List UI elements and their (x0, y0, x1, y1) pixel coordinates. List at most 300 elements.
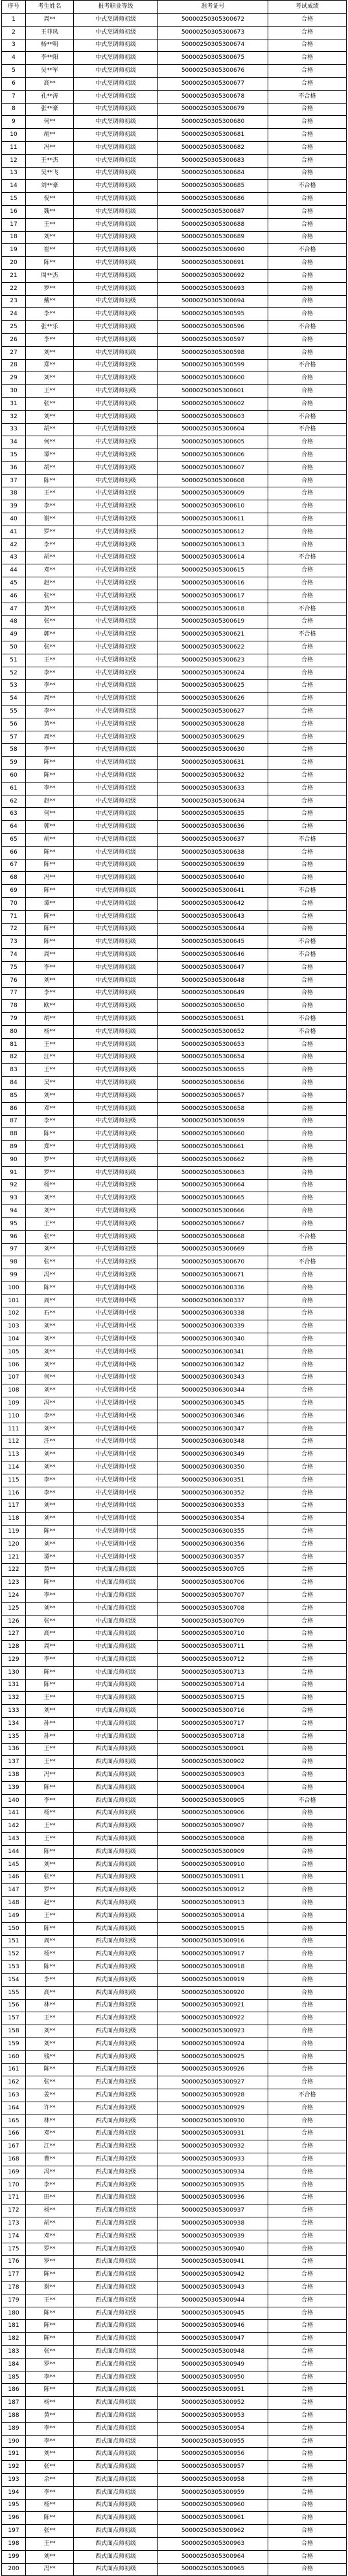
cell-seq: 122 (2, 1564, 26, 1577)
cell-name: 刘** (26, 1461, 74, 1474)
cell-name: 冯** (26, 872, 74, 885)
cell-seq: 132 (2, 1692, 26, 1705)
cell-result: 合格 (268, 1064, 347, 1077)
exam-results-table (1, 0, 347, 2576)
cell-ticket: 50000250305300923 (158, 2025, 268, 2038)
table-row (2, 436, 347, 449)
cell-name: 汪** (26, 1051, 74, 1064)
cell-seq: 161 (2, 2063, 26, 2076)
cell-ticket: 50000250305300920 (158, 1986, 268, 1999)
cell-name: 王** (26, 2294, 74, 2307)
cell-seq: 4 (2, 52, 26, 65)
table-row (2, 539, 347, 551)
table-row (2, 667, 347, 680)
cell-level: 西式面点师初级 (74, 2384, 158, 2397)
cell-ticket: 50000250305300624 (158, 667, 268, 680)
cell-name: 罗** (26, 526, 74, 539)
cell-name: 杨** (26, 1807, 74, 1820)
cell-seq: 63 (2, 808, 26, 821)
cell-name: 陈** (26, 1526, 74, 1538)
cell-result: 合格 (268, 1320, 347, 1333)
cell-name: 陈** (26, 257, 74, 270)
table-row (2, 782, 347, 795)
cell-ticket: 50000250305300679 (158, 103, 268, 116)
table-row (2, 1153, 347, 1166)
cell-result: 合格 (268, 1333, 347, 1346)
cell-name: 陈** (26, 1961, 74, 1974)
cell-ticket: 50000250305300936 (158, 2192, 268, 2204)
table-row (2, 2333, 347, 2346)
cell-name: 邓** (26, 2230, 74, 2243)
cell-name: 陈** (26, 846, 74, 859)
cell-result: 合格 (268, 2037, 347, 2050)
cell-level: 中式烹调师初级 (74, 218, 158, 231)
cell-ticket: 50000250305300632 (158, 770, 268, 783)
cell-ticket: 50000250305300938 (158, 2217, 268, 2230)
cell-name: 李**阳 (26, 52, 74, 65)
cell-ticket: 50000250305300942 (158, 2269, 268, 2282)
cell-level: 中式烹调师初级 (74, 1102, 158, 1115)
cell-level: 中式烹调师中级 (74, 1371, 158, 1384)
cell-ticket: 50000250305300653 (158, 1038, 268, 1051)
table-row (2, 14, 347, 27)
cell-level: 西式面点师初级 (74, 1922, 158, 1935)
cell-ticket: 50000250306300336 (158, 1282, 268, 1294)
cell-name: 李** (26, 2179, 74, 2192)
cell-seq: 139 (2, 1781, 26, 1794)
table-row (2, 2089, 347, 2102)
cell-seq: 149 (2, 1909, 26, 1922)
cell-ticket: 50000250305300621 (158, 628, 268, 641)
cell-name: 刘** (26, 1346, 74, 1359)
cell-result: 合格 (268, 2243, 347, 2256)
cell-seq: 129 (2, 1654, 26, 1667)
cell-ticket: 50000250305300919 (158, 1973, 268, 1986)
cell-seq: 51 (2, 654, 26, 667)
cell-seq: 175 (2, 2243, 26, 2256)
cell-level: 中式烹调师初级 (74, 1051, 158, 1064)
table-row (2, 1051, 347, 1064)
cell-seq: 22 (2, 282, 26, 295)
cell-name: 陈** (26, 936, 74, 949)
cell-result: 合格 (268, 1884, 347, 1897)
cell-name: 杨** (26, 2499, 74, 2512)
cell-result: 合格 (268, 641, 347, 654)
cell-ticket: 50000250305300940 (158, 2243, 268, 2256)
cell-ticket: 50000250305300608 (158, 474, 268, 487)
cell-ticket: 50000250305300926 (158, 2063, 268, 2076)
cell-ticket: 50000250305300616 (158, 577, 268, 590)
cell-result: 合格 (268, 1935, 347, 1948)
cell-result: 合格 (268, 2012, 347, 2025)
table-row (2, 795, 347, 808)
table-row (2, 2346, 347, 2359)
cell-result: 合格 (268, 680, 347, 693)
table-row (2, 2512, 347, 2525)
table-row (2, 603, 347, 616)
table-row (2, 859, 347, 872)
cell-name: 李** (26, 1474, 74, 1487)
cell-result: 合格 (268, 1948, 347, 1961)
cell-level: 中式烹调师初级 (74, 346, 158, 359)
cell-level: 中式烹调师中级 (74, 1500, 158, 1513)
cell-ticket: 50000250306300352 (158, 1487, 268, 1500)
cell-seq: 117 (2, 1500, 26, 1513)
cell-name: 许** (26, 2102, 74, 2115)
cell-ticket: 50000250305300964 (158, 2550, 268, 2563)
cell-ticket: 50000250305300650 (158, 1000, 268, 1013)
cell-level: 西式面点师初级 (74, 2307, 158, 2320)
cell-ticket: 50000250305300917 (158, 1948, 268, 1961)
cell-name: 邓** (26, 2127, 74, 2140)
cell-seq: 169 (2, 2166, 26, 2179)
cell-name: 张**豪 (26, 103, 74, 116)
cell-result: 合格 (268, 757, 347, 770)
cell-level: 中式烹调师初级 (74, 667, 158, 680)
cell-name: 高** (26, 77, 74, 90)
cell-name: 李** (26, 1973, 74, 1986)
cell-level: 西式面点师初级 (74, 2037, 158, 2050)
table-row (2, 2127, 347, 2140)
cell-name: 罗** (26, 1884, 74, 1897)
cell-name: 陈** (26, 2307, 74, 2320)
cell-result: 合格 (268, 744, 347, 757)
cell-ticket: 50000250305300666 (158, 1205, 268, 1218)
cell-seq: 111 (2, 1423, 26, 1436)
cell-name: 何** (26, 116, 74, 129)
cell-level: 中式烹调师初级 (74, 1192, 158, 1205)
cell-seq: 99 (2, 1269, 26, 1282)
cell-seq: 64 (2, 821, 26, 834)
cell-ticket: 50000250305300660 (158, 1128, 268, 1141)
table-row (2, 397, 347, 410)
cell-ticket: 50000250305300909 (158, 1845, 268, 1858)
cell-name: 刘** (26, 2448, 74, 2461)
cell-name: 杨**明 (26, 39, 74, 52)
cell-result: 合格 (268, 1436, 347, 1449)
cell-level: 中式面点师初级 (74, 1641, 158, 1654)
cell-name: 李** (26, 500, 74, 513)
cell-ticket: 50000250305300675 (158, 52, 268, 65)
header-seq: 序号 (2, 1, 26, 14)
table-row (2, 1769, 347, 1782)
cell-name: 陈** (26, 1282, 74, 1294)
cell-name: 胡** (26, 423, 74, 436)
cell-ticket: 50000250305300602 (158, 397, 268, 410)
cell-ticket: 50000250305300672 (158, 14, 268, 27)
cell-level: 西式面点师初级 (74, 2115, 158, 2127)
cell-level: 中式烹调师初级 (74, 513, 158, 526)
cell-level: 西式面点师初级 (74, 1961, 158, 1974)
cell-name: 冯** (26, 2166, 74, 2179)
cell-name: 胡** (26, 129, 74, 142)
cell-result: 合格 (268, 1359, 347, 1371)
cell-result: 合格 (268, 2179, 347, 2192)
cell-name: 王** (26, 218, 74, 231)
cell-result: 合格 (268, 1500, 347, 1513)
cell-level: 中式烹调师中级 (74, 1538, 158, 1551)
table-row (2, 1807, 347, 1820)
cell-seq: 147 (2, 1884, 26, 1897)
cell-name: 李** (26, 2371, 74, 2384)
table-row (2, 1500, 347, 1513)
cell-name: 陈** (26, 1781, 74, 1794)
cell-name: 何** (26, 1371, 74, 1384)
header-name: 考生姓名 (26, 1, 74, 14)
table-row (2, 513, 347, 526)
cell-name: 赵** (26, 1897, 74, 1910)
cell-level: 中式烹调师初级 (74, 897, 158, 910)
cell-ticket: 50000250305300642 (158, 897, 268, 910)
cell-result: 合格 (268, 1654, 347, 1667)
cell-name: 冯** (26, 1269, 74, 1282)
cell-ticket: 50000250305300629 (158, 731, 268, 744)
cell-result: 合格 (268, 461, 347, 474)
cell-ticket: 50000250305300693 (158, 282, 268, 295)
cell-result: 合格 (268, 1922, 347, 1935)
cell-result: 合格 (268, 103, 347, 116)
cell-result: 合格 (268, 846, 347, 859)
cell-ticket: 50000250306300353 (158, 1500, 268, 1513)
cell-ticket: 50000250305300648 (158, 974, 268, 987)
cell-level: 中式面点师初级 (74, 1564, 158, 1577)
cell-seq: 114 (2, 1461, 26, 1474)
cell-ticket: 50000250305300925 (158, 2050, 268, 2063)
cell-result: 合格 (268, 1307, 347, 1320)
cell-level: 中式烹调师初级 (74, 436, 158, 449)
cell-ticket: 50000250305300930 (158, 2115, 268, 2127)
cell-level: 中式烹调师中级 (74, 1397, 158, 1410)
cell-seq: 91 (2, 1166, 26, 1179)
cell-result: 合格 (268, 1769, 347, 1782)
cell-result: 合格 (268, 1102, 347, 1115)
cell-ticket: 50000250305300603 (158, 410, 268, 423)
cell-ticket: 50000250305300677 (158, 77, 268, 90)
cell-result: 合格 (268, 1128, 347, 1141)
cell-name: 王菲凤 (26, 26, 74, 39)
table-row (2, 770, 347, 783)
cell-result: 不合格 (268, 423, 347, 436)
cell-result: 合格 (268, 308, 347, 321)
cell-ticket: 50000250305300692 (158, 269, 268, 282)
cell-level: 中式烹调师初级 (74, 616, 158, 628)
cell-seq: 41 (2, 526, 26, 539)
cell-seq: 3 (2, 39, 26, 52)
cell-seq: 66 (2, 846, 26, 859)
table-row (2, 2179, 347, 2192)
cell-result: 合格 (268, 1602, 347, 1615)
cell-result: 合格 (268, 564, 347, 577)
table-row (2, 180, 347, 193)
cell-seq: 90 (2, 1153, 26, 1166)
cell-result: 合格 (268, 821, 347, 834)
cell-ticket: 50000250305300932 (158, 2140, 268, 2153)
cell-name: 胡** (26, 1013, 74, 1026)
cell-ticket: 50000250305300691 (158, 257, 268, 270)
cell-name: 罗** (26, 1166, 74, 1179)
table-row (2, 987, 347, 1000)
cell-level: 中式烹调师初级 (74, 410, 158, 423)
table-row (2, 52, 347, 65)
table-row (2, 1359, 347, 1371)
cell-level: 中式烹调师中级 (74, 1526, 158, 1538)
cell-ticket: 50000250306300347 (158, 1423, 268, 1436)
cell-ticket: 50000250305300943 (158, 2282, 268, 2294)
cell-name: 王** (26, 654, 74, 667)
table-row (2, 590, 347, 603)
cell-seq: 81 (2, 1038, 26, 1051)
cell-seq: 189 (2, 2422, 26, 2435)
cell-name: 曹** (26, 2153, 74, 2166)
cell-level: 中式烹调师初级 (74, 1064, 158, 1077)
table-row (2, 897, 347, 910)
cell-result: 不合格 (268, 936, 347, 949)
cell-level: 中式烹调师中级 (74, 1359, 158, 1371)
cell-result: 合格 (268, 2320, 347, 2333)
cell-level: 西式面点师初级 (74, 2192, 158, 2204)
table-row (2, 1654, 347, 1667)
cell-result: 不合格 (268, 1013, 347, 1026)
cell-seq: 148 (2, 1897, 26, 1910)
cell-level: 西式面点师初级 (74, 1845, 158, 1858)
cell-seq: 134 (2, 1717, 26, 1730)
table-row (2, 359, 347, 372)
table-row (2, 231, 347, 244)
table-row (2, 1307, 347, 1320)
cell-seq: 33 (2, 423, 26, 436)
cell-name: 高** (26, 1986, 74, 1999)
table-row (2, 2243, 347, 2256)
cell-ticket: 50000250305300949 (158, 2358, 268, 2371)
table-row (2, 257, 347, 270)
cell-result: 合格 (268, 1217, 347, 1230)
cell-result: 合格 (268, 500, 347, 513)
cell-name: 李** (26, 2435, 74, 2448)
cell-level: 中式面点师初级 (74, 1730, 158, 1743)
cell-name: 李** (26, 961, 74, 974)
cell-name: 杨** (26, 1179, 74, 1192)
cell-result: 合格 (268, 1294, 347, 1307)
cell-level: 西式面点师初级 (74, 2512, 158, 2525)
cell-ticket: 50000250305300646 (158, 949, 268, 962)
cell-seq: 60 (2, 770, 26, 783)
cell-result: 合格 (268, 2537, 347, 2550)
cell-level: 西式面点师初级 (74, 2499, 158, 2512)
cell-ticket: 50000250305300686 (158, 193, 268, 206)
cell-seq: 162 (2, 2076, 26, 2089)
cell-level: 中式烹调师初级 (74, 129, 158, 142)
cell-ticket: 50000250305300687 (158, 205, 268, 218)
cell-seq: 74 (2, 949, 26, 962)
cell-result: 合格 (268, 2217, 347, 2230)
cell-result: 合格 (268, 2486, 347, 2499)
cell-level: 中式烹调师初级 (74, 1000, 158, 1013)
table-row (2, 2063, 347, 2076)
cell-seq: 71 (2, 910, 26, 923)
table-row (2, 321, 347, 334)
cell-level: 西式面点师初级 (74, 1986, 158, 1999)
cell-ticket: 50000250305300903 (158, 1769, 268, 1782)
cell-seq: 75 (2, 961, 26, 974)
cell-ticket: 50000250305300927 (158, 2076, 268, 2089)
cell-seq: 29 (2, 372, 26, 385)
cell-result: 合格 (268, 961, 347, 974)
cell-level: 中式烹调师中级 (74, 1346, 158, 1359)
cell-result: 合格 (268, 26, 347, 39)
table-row (2, 244, 347, 257)
cell-level: 中式烹调师初级 (74, 910, 158, 923)
cell-ticket: 50000250305300937 (158, 2204, 268, 2217)
cell-result: 合格 (268, 2448, 347, 2461)
cell-ticket: 50000250306300338 (158, 1307, 268, 1320)
cell-result: 不合格 (268, 1025, 347, 1038)
table-row (2, 1141, 347, 1154)
cell-name: 王** (26, 1038, 74, 1051)
cell-level: 中式烹调师初级 (74, 590, 158, 603)
table-row (2, 1833, 347, 1846)
cell-result: 合格 (268, 1641, 347, 1654)
cell-level: 中式烹调师初级 (74, 257, 158, 270)
cell-level: 中式烹调师初级 (74, 693, 158, 705)
table-row (2, 1128, 347, 1141)
cell-level: 中式烹调师初级 (74, 1269, 158, 1282)
cell-name: 刘** (26, 1513, 74, 1526)
header-ticket: 准考证号 (158, 1, 268, 14)
cell-ticket: 50000250305300706 (158, 1577, 268, 1590)
table-row (2, 1230, 347, 1243)
cell-level: 中式烹调师中级 (74, 1307, 158, 1320)
table-row (2, 295, 347, 308)
cell-seq: 137 (2, 1756, 26, 1769)
cell-level: 中式烹调师初级 (74, 1153, 158, 1166)
cell-ticket: 50000250305300958 (158, 2474, 268, 2487)
cell-ticket: 50000250305300905 (158, 1794, 268, 1807)
table-row (2, 1461, 347, 1474)
cell-level: 中式烹调师初级 (74, 500, 158, 513)
table-row (2, 116, 347, 129)
cell-result: 不合格 (268, 885, 347, 898)
cell-result: 合格 (268, 2192, 347, 2204)
cell-ticket: 50000250306300337 (158, 1294, 268, 1307)
cell-result: 合格 (268, 2435, 347, 2448)
table-row (2, 2486, 347, 2499)
cell-level: 中式烹调师初级 (74, 731, 158, 744)
cell-result: 合格 (268, 1153, 347, 1166)
table-row (2, 2230, 347, 2243)
cell-seq: 164 (2, 2102, 26, 2115)
table-row (2, 1666, 347, 1679)
cell-ticket: 50000250305300681 (158, 129, 268, 142)
cell-seq: 115 (2, 1474, 26, 1487)
cell-level: 中式烹调师初级 (74, 141, 158, 154)
cell-name: 黄** (26, 718, 74, 731)
cell-seq: 190 (2, 2435, 26, 2448)
cell-seq: 47 (2, 603, 26, 616)
cell-result: 合格 (268, 1909, 347, 1922)
cell-result: 合格 (268, 154, 347, 167)
cell-result: 合格 (268, 2563, 347, 2576)
cell-seq: 52 (2, 667, 26, 680)
table-row (2, 808, 347, 821)
cell-ticket: 50000250306300344 (158, 1384, 268, 1397)
cell-level: 西式面点师初级 (74, 2089, 158, 2102)
cell-seq: 56 (2, 718, 26, 731)
table-row (2, 2282, 347, 2294)
cell-ticket: 50000250306300339 (158, 1320, 268, 1333)
cell-ticket: 50000250305300710 (158, 1628, 268, 1641)
cell-seq: 135 (2, 1730, 26, 1743)
cell-level: 西式面点师初级 (74, 2025, 158, 2038)
